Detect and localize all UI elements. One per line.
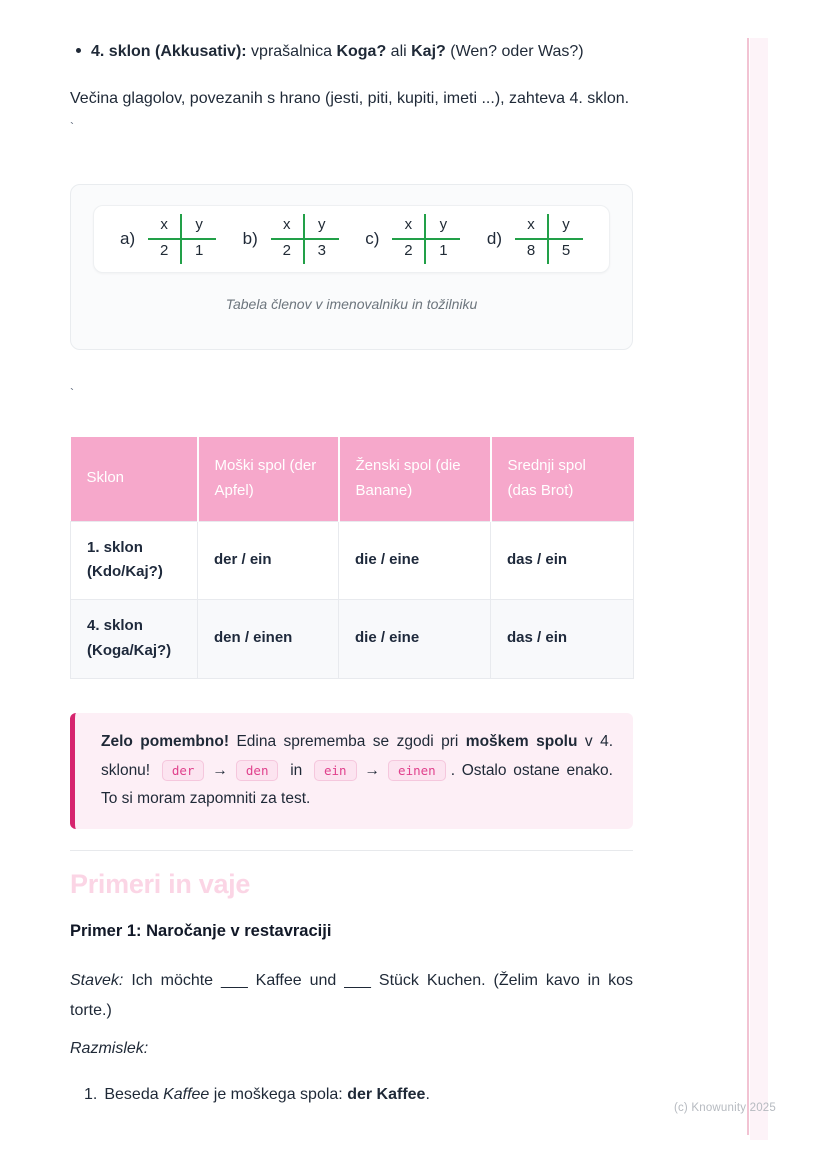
cell-x: x [392, 214, 426, 240]
list-number: 1. [84, 1086, 98, 1103]
callout-text-2: v 4. sklonu! [101, 733, 614, 779]
cell-v2: 1 [194, 242, 204, 259]
cell-z-1: die / eine [339, 521, 491, 600]
cell-s-4: das / ein [491, 600, 634, 679]
figure-table-a [120, 214, 216, 264]
cell-y: y [426, 214, 460, 240]
bullet-text-1: vprašalnica [246, 43, 337, 60]
figure-table-d-label: d) [486, 229, 502, 248]
table-row [71, 521, 634, 600]
cell-v1: 2 [271, 240, 305, 264]
primer-1-subheading: Primer 1: Naročanje v restavraciji [70, 922, 332, 940]
arrow-right-2: → [364, 761, 381, 779]
akkusativ-bullet-text [91, 40, 584, 63]
callout-text-1: Edina sprememba se zgodi pri [229, 733, 466, 750]
list-text-1: Beseda [104, 1086, 164, 1103]
bullet-bold-case: 4. sklon (Akkusativ): [91, 43, 247, 60]
cell-sklon-1: 1. sklon (Kdo/Kaj?) [71, 521, 198, 600]
cell-m-4: den / einen [198, 600, 339, 679]
cell-y: y [182, 214, 216, 240]
cell-v1: 2 [392, 240, 426, 264]
list-item-text [104, 1082, 430, 1108]
cell-s-1: das / ein [491, 521, 634, 600]
figure-table-c [365, 214, 460, 264]
callout-bold-intro: Zelo pomembno! [101, 733, 229, 750]
cell-x: x [148, 214, 182, 240]
akkusativ-bullet-item [70, 40, 633, 63]
bullet-bold-koga: Koga? [336, 43, 387, 60]
stray-backtick-2: ` [70, 386, 74, 400]
intro-paragraph: Večina glagolov, povezanih s hrano (jesti, piti, kupiti, imeti ...), zahteva 4. sklon. [70, 90, 630, 107]
stavek-label: Stavek: [70, 972, 124, 989]
figure-table-a-label: a) [120, 229, 136, 248]
cell-y: y [305, 214, 339, 240]
code-chip-einen: einen [388, 760, 446, 781]
col-header-moski-spol: Moški spol (der Apfel) [198, 437, 339, 521]
list-text-2: je moškega spola: [209, 1086, 348, 1103]
page-edge-band [750, 38, 768, 1140]
cell-v2: 3 [317, 242, 326, 259]
figure-table-c-grid [392, 214, 460, 264]
figure-table-b [243, 214, 339, 264]
bullet-text-3: (Wen? oder Was?) [445, 43, 584, 60]
figure-table-d [487, 214, 583, 264]
figure-table-b-label: b) [242, 229, 258, 248]
gender-article-table [70, 437, 634, 679]
cell-sklon-4: 4. sklon (Koga/Kaj?) [71, 600, 198, 679]
bullet-dot [76, 48, 81, 53]
cell-v2: 1 [439, 242, 448, 259]
callout-bold-gender: moškem spolu [465, 733, 578, 750]
col-header-zenski-spol: Ženski spol (die Banane) [339, 437, 491, 521]
cell-v1: 2 [148, 240, 182, 264]
cell-v1: 8 [515, 240, 549, 264]
figure-table-b-grid [271, 214, 339, 264]
code-chip-den: den [236, 760, 279, 781]
list-text-3: . [425, 1086, 430, 1103]
table-header-row [71, 437, 634, 521]
stavek-paragraph [70, 966, 633, 1025]
section-divider [70, 850, 633, 851]
col-header-sklon: Sklon [71, 437, 198, 521]
figure-panel [93, 205, 610, 273]
list-italic-kaffee: Kaffee [163, 1086, 210, 1103]
table-row [71, 600, 634, 679]
razmislek-label: Razmislek: [70, 1040, 149, 1057]
cell-x: x [271, 214, 305, 240]
figure-table-c-label: c) [365, 229, 380, 248]
code-chip-ein: ein [314, 760, 357, 781]
copyright-footer: (c) Knowunity 2025 [673, 1102, 776, 1114]
cell-m-1: der / ein [198, 521, 339, 600]
callout-text-3: . Ostalo ostane enako. To si moram zapomniti za test. [101, 761, 613, 808]
ordered-list-item-1 [70, 1082, 633, 1108]
stray-backtick-1: ` [70, 120, 74, 134]
cell-y: y [549, 214, 583, 240]
code-chip-der: der [162, 760, 205, 781]
figure-table-a-grid [148, 214, 216, 264]
figure-table-d-grid [515, 214, 583, 264]
callout-text-mid: in [283, 761, 309, 779]
cell-x: x [515, 214, 549, 240]
stavek-text: Ich möchte ___ Kaffee und ___ Stück Kuchen. (Želim kavo in kos torte.) [70, 972, 633, 1019]
list-bold-der-kaffee: der Kaffee [347, 1086, 426, 1103]
col-header-srednji-spol: Srednji spol (das Brot) [491, 437, 634, 521]
important-callout [70, 713, 633, 829]
cell-v2: 5 [561, 242, 571, 259]
examples-heading: Primeri in vaje [70, 869, 251, 899]
figure-card [70, 184, 633, 350]
arrow-right-1: → [212, 761, 228, 779]
bullet-bold-kaj: Kaj? [411, 43, 446, 60]
figure-caption: Tabela členov v imenovalniku in tožilniku [225, 296, 478, 312]
cell-z-4: die / eine [339, 600, 491, 679]
page-edge-line [747, 38, 749, 1135]
bullet-text-2: ali [386, 43, 412, 60]
